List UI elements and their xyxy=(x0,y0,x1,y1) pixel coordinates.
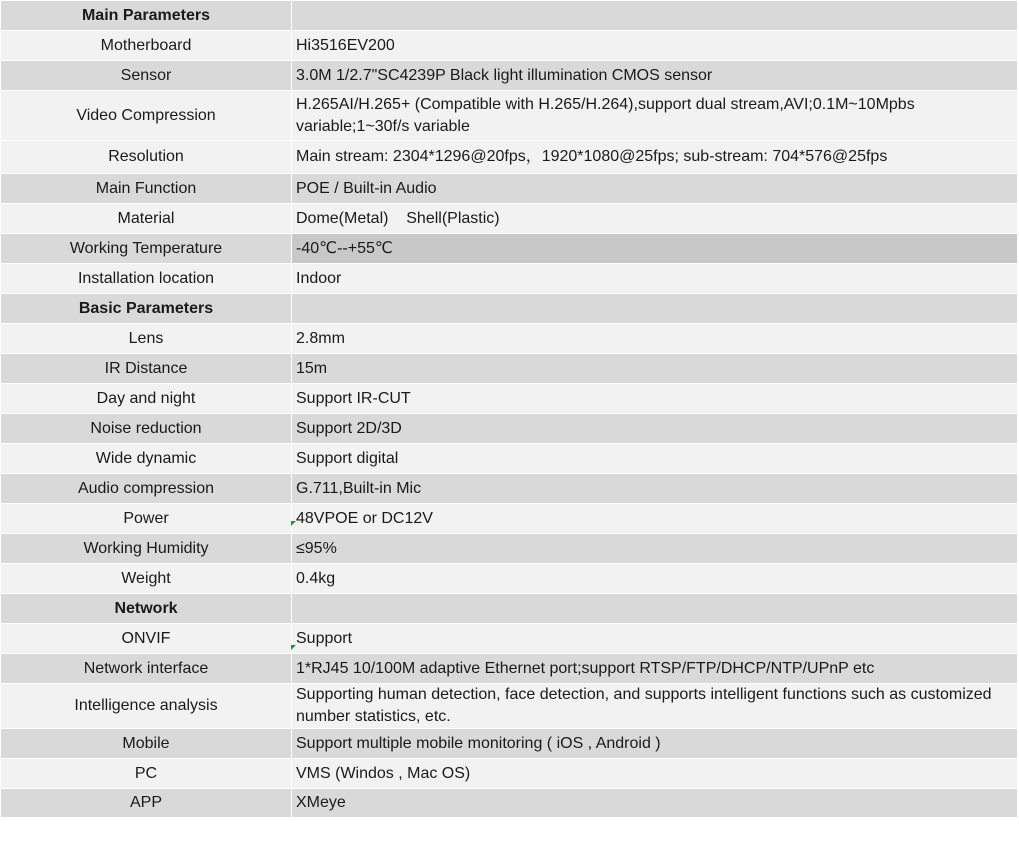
table-row xyxy=(1,264,1018,294)
row-value xyxy=(292,1,1018,31)
row-label: Noise reduction xyxy=(1,414,292,444)
cell-corner-marker xyxy=(291,645,296,650)
table-row xyxy=(1,534,1018,564)
row-label: Day and night xyxy=(1,384,292,414)
row-value: 0.4kg xyxy=(292,564,1018,594)
table-row xyxy=(1,174,1018,204)
section-header-basic-parameters xyxy=(1,294,1018,324)
row-value: 48VPOE or DC12V xyxy=(292,504,1018,534)
table-row xyxy=(1,624,1018,654)
row-label: Main Parameters xyxy=(1,1,292,31)
table-row xyxy=(1,414,1018,444)
table-row xyxy=(1,789,1018,818)
table-row xyxy=(1,444,1018,474)
table-row xyxy=(1,61,1018,91)
row-value: 15m xyxy=(292,354,1018,384)
row-value: Main stream: 2304*1296@20fps，1920*1080@25fps; sub-stream: 704*576@25fps xyxy=(292,141,1018,174)
row-value xyxy=(292,294,1018,324)
row-value: -40℃--+55℃ xyxy=(292,234,1018,264)
row-label: Audio compression xyxy=(1,474,292,504)
cell-corner-marker xyxy=(291,521,296,526)
row-label: Intelligence analysis xyxy=(1,684,292,729)
row-label: Installation location xyxy=(1,264,292,294)
row-value: G.711,Built-in Mic xyxy=(292,474,1018,504)
row-label: Basic Parameters xyxy=(1,294,292,324)
row-label: Wide dynamic xyxy=(1,444,292,474)
row-value: Support multiple mobile monitoring ( iOS , Android ) xyxy=(292,729,1018,759)
row-label: Weight xyxy=(1,564,292,594)
row-value: Support 2D/3D xyxy=(292,414,1018,444)
table-row xyxy=(1,684,1018,729)
table-row xyxy=(1,654,1018,684)
row-label: Sensor xyxy=(1,61,292,91)
row-value: XMeye xyxy=(292,789,1018,818)
row-label: Network interface xyxy=(1,654,292,684)
row-label: Power xyxy=(1,504,292,534)
table-row xyxy=(1,141,1018,174)
table-row xyxy=(1,564,1018,594)
row-value: Support digital xyxy=(292,444,1018,474)
row-label: PC xyxy=(1,759,292,789)
section-header-network xyxy=(1,594,1018,624)
row-label: APP xyxy=(1,789,292,818)
row-value: Indoor xyxy=(292,264,1018,294)
row-label: Main Function xyxy=(1,174,292,204)
table-row xyxy=(1,204,1018,234)
table-row xyxy=(1,354,1018,384)
row-value: VMS (Windos , Mac OS) xyxy=(292,759,1018,789)
row-value: Dome(Metal) Shell(Plastic) xyxy=(292,204,1018,234)
row-label: Motherboard xyxy=(1,31,292,61)
table-row xyxy=(1,324,1018,354)
row-value xyxy=(292,594,1018,624)
row-value: H.265AI/H.265+ (Compatible with H.265/H.264),support dual stream,AVI;0.1M~10Mpbs variable;1~30f/s variable xyxy=(292,91,1018,141)
row-value: Hi3516EV200 xyxy=(292,31,1018,61)
table-row xyxy=(1,234,1018,264)
table-row xyxy=(1,504,1018,534)
row-label: Working Humidity xyxy=(1,534,292,564)
row-label: Resolution xyxy=(1,141,292,174)
row-label: Video Compression xyxy=(1,91,292,141)
row-value: Support IR-CUT xyxy=(292,384,1018,414)
table-row xyxy=(1,91,1018,141)
row-value: 3.0M 1/2.7"SC4239P Black light illumination CMOS sensor xyxy=(292,61,1018,91)
row-value: POE / Built-in Audio xyxy=(292,174,1018,204)
table-row xyxy=(1,729,1018,759)
row-label: Material xyxy=(1,204,292,234)
row-value: ≤95% xyxy=(292,534,1018,564)
section-header-main-parameters xyxy=(1,1,1018,31)
row-label: Network xyxy=(1,594,292,624)
row-label: Lens xyxy=(1,324,292,354)
table-row xyxy=(1,384,1018,414)
row-label: ONVIF xyxy=(1,624,292,654)
table-row xyxy=(1,31,1018,61)
row-label: IR Distance xyxy=(1,354,292,384)
row-value: 2.8mm xyxy=(292,324,1018,354)
row-label: Mobile xyxy=(1,729,292,759)
table-row xyxy=(1,474,1018,504)
table-row xyxy=(1,759,1018,789)
row-value: Support xyxy=(292,624,1018,654)
row-value: 1*RJ45 10/100M adaptive Ethernet port;support RTSP/FTP/DHCP/NTP/UPnP etc xyxy=(292,654,1018,684)
row-value: Supporting human detection, face detection, and supports intelligent functions such as customized number statistics, etc. xyxy=(292,684,1018,729)
row-label: Working Temperature xyxy=(1,234,292,264)
